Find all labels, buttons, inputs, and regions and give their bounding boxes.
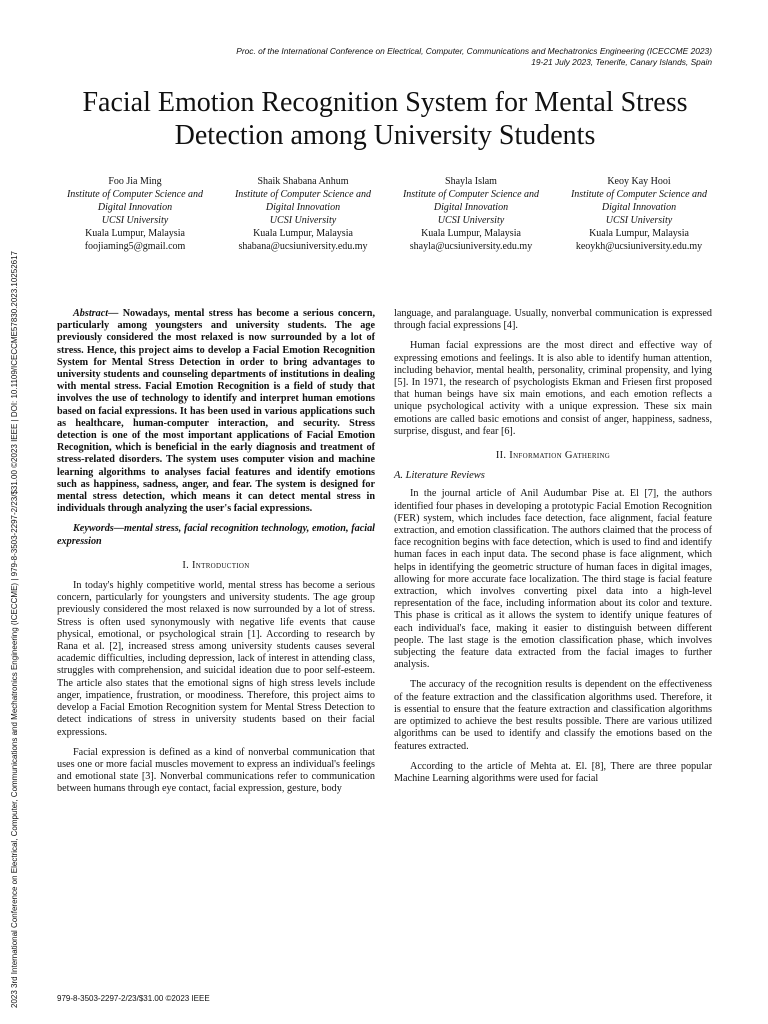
author-name: Shayla Islam [445,176,497,187]
author-university: UCSI University [101,215,169,226]
author-location: Kuala Lumpur, Malaysia [421,228,521,239]
author-email[interactable]: foojiaming5@gmail.com [84,241,186,252]
author-affiliation: Digital Innovation [601,202,677,213]
author-name: Keoy Kay Hooi [607,176,671,187]
intro-paragraph-1: In today's highly competitive world, mental stress has become a serious concern, particularly for youngsters and university students. The age group previously considered the most relaxed is now surrounded by a lot of stress. Stress is often used synonymously with negative life events that cause physical, emotional, or psychological strain [1]. According to research by Rana et al. [2], increased stress among university students causes several academic difficulties, including depression, lack of interest in attending class, struggles with comprehension, and suicidal ideation due to poor self-esteem. The article also states that the emotional signs of high stress levels include anger, impatience, frustration, or moodiness. Therefore, this project aims to develop a Facial Emotion Recognition system for Mental Stress Detection to detect indications of stress in university students based on their facial expressions. [57,580,375,738]
author-block [556,175,722,253]
author-list [52,175,722,253]
author-affiliation: Digital Innovation [265,202,341,213]
author-affiliation: Institute of Computer Science and [570,189,708,200]
paper-title-line2: Detection among University Students [174,120,596,151]
author-affiliation: Institute of Computer Science and [234,189,372,200]
author-university: UCSI University [269,215,337,226]
author-name: Shaik Shabana Anhum [257,176,349,187]
side-doi-text: 2023 3rd International Conference on Electrical, Computer, Communications and Mechatronics Engineering (ICECCME) | 979-8-3503-2297-2/23/$31.00 ©2023 IEEE | DOI: 10.1109/ICECCME57830.2023.10252617 [10,250,19,1008]
author-location: Kuala Lumpur, Malaysia [589,228,689,239]
author-affiliation: Digital Innovation [433,202,509,213]
right-column [394,308,712,793]
author-affiliation: Institute of Computer Science and [66,189,204,200]
abstract-dash: — [108,308,123,319]
conference-header [236,46,712,68]
side-doi-strip [6,60,26,1008]
abstract-text: Nowadays, mental stress has become a serious concern, particularly among youngsters and university students. The age previously considered the most relaxed is now surrounded by a lot of stress. Hence, this project aims to develop a Facial Emotion Recognition System for Mental Stress Detection in order to bring advantages to university students and counseling departments of institutions in dealing with mental stress. Facial Emotion Recognition is a field of study that involves the use of technology to identify and interpret human emotions based on facial expressions. It has been used in various applications such as healthcare, human-computer interaction, and security. Stress detection is one of the most important applications of Facial Emotion Recognition, which is beneficial in the early diagnosis and treatment of stress-related disorders. The system uses computer vision and machine learning algorithms to analyses facial features and identify emotions such as happiness, sadness, anger, and fear. The system is designed for mental stress detection, which means it can detect mental stress in individuals through analyzing the user's facial expressions. [57,308,376,515]
author-affiliation: Digital Innovation [97,202,173,213]
paper-title [40,86,730,152]
author-affiliation: Institute of Computer Science and [402,189,540,200]
author-university: UCSI University [437,215,505,226]
section-heading-introduction: I. Introduction [182,559,250,571]
author-email[interactable]: keoykh@ucsiuniversity.edu.my [575,241,703,252]
author-block [220,175,386,253]
left-column [57,308,375,804]
author-name: Foo Jia Ming [108,176,162,187]
author-email[interactable]: shabana@ucsiuniversity.edu.my [238,241,368,252]
author-block [52,175,218,253]
author-email[interactable]: shayla@ucsiuniversity.edu.my [409,241,533,252]
author-location: Kuala Lumpur, Malaysia [253,228,353,239]
section-heading-information-gathering: II. Information Gathering [495,450,611,462]
intro-paragraph-2: Facial expression is defined as a kind of nonverbal communication that uses one or more facial muscles movement to express an individual's feelings and emotional state [3]. Nonverbal communications refer to communication between humans through eye contact, facial expression, gesture, body [57,746,375,795]
conference-header-line1: Proc. of the International Conference on Electrical, Computer, Communications and Mechatronics Engineering (ICECCME 2023) [236,46,712,56]
right-paragraph-1: language, and paralanguage. Usually, nonverbal communication is expressed through facial expressions [4]. [394,308,712,332]
abstract [57,308,375,515]
subsection-heading-literature-reviews: A. Literature Reviews [394,470,485,482]
conference-header-line2: 19-21 July 2023, Tenerife, Canary Islands, Spain [531,57,712,67]
page-footer-copyright: 979-8-3503-2297-2/23/$31.00 ©2023 IEEE [57,994,210,1003]
right-paragraph-5: According to the article of Mehta at. El. [8], There are three popular Machine Learning algorithms were used for facial [394,760,712,784]
right-paragraph-4: The accuracy of the recognition results is dependent on the effectiveness of the feature extraction and the classification algorithms used. Therefore, it is essential to ensure that the feature extraction and classification algorithms are optimized to achieve the best results possible. There are various utilized algorithms can be used to identify and classify the emotions based on the features extracted. [394,679,712,752]
author-university: UCSI University [605,215,673,226]
right-paragraph-2: Human facial expressions are the most direct and effective way of expressing emotions and feelings. It is also able to identify human attention, including behavior, mental health, personality, criminal propensity, and lying [5]. In 1971, the research of psychologists Ekman and Friesen first proposed that human beings have six main emotions, and each emotion reflects a unique psychological activity with a unique expression. These six main emotions are called basic emotions and consist of anger, happiness, sadness, surprise, disgust, and fear [6]. [394,340,712,437]
paper-title-line1: Facial Emotion Recognition System for Mental Stress [82,87,688,118]
abstract-label: Abstract [73,308,109,319]
keywords: Keywords—mental stress, facial recognition technology, emotion, facial expression [57,523,375,547]
author-block [388,175,554,253]
author-location: Kuala Lumpur, Malaysia [85,228,185,239]
right-paragraph-3: In the journal article of Anil Audumbar Pise at. El [7], the authors identified four phases in developing a prototypic Facial Emotion Recognition (FER) system, which includes face detection, face alignment, facial feature extraction, and emotion classification. The authors claimed that the process of face recognition begins with face detection, which is used to find and identify human faces in each input data. The second phase is face alignment, which helps in identifying the geometric structure of human faces in digital images, allowing for more accurate face localization. The third stage is facial feature extraction, which involves converting pixel data into a high-level representation of the face, including information about its color and texture. This phase is critical as it allows the system to identify unique features of each individual's face, making it easier to distinguish between different people. The last stage is the emotion classification phase, which involves subjecting the feature data extracted from the facial images to further analysis. [394,488,712,671]
